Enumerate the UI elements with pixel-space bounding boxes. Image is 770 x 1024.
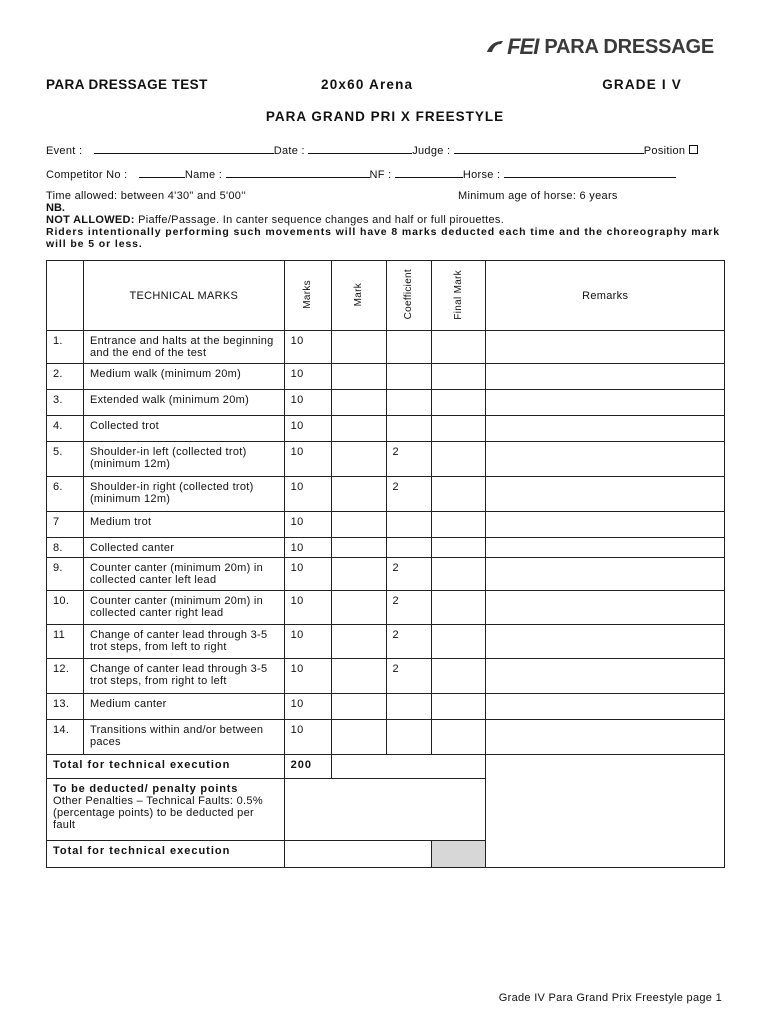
coefficient <box>386 512 432 538</box>
final-mark-entry[interactable] <box>432 625 486 659</box>
coefficient <box>386 720 432 755</box>
max-marks: 10 <box>284 512 331 538</box>
name-field[interactable] <box>226 166 370 178</box>
mark-entry[interactable] <box>331 442 386 477</box>
movement-description: Entrance and halts at the beginning and the end of the test <box>83 331 284 364</box>
max-marks: 10 <box>284 625 331 659</box>
header-final-mark-cell <box>432 261 486 331</box>
mark-entry[interactable] <box>331 477 386 512</box>
table-row <box>47 659 725 694</box>
table-row <box>47 694 725 720</box>
mark-entry[interactable] <box>331 591 386 625</box>
header-row <box>46 77 682 92</box>
remarks-entry[interactable] <box>486 558 725 591</box>
coefficient: 2 <box>386 442 432 477</box>
fei-para-dressage-logo <box>485 34 714 60</box>
max-marks: 10 <box>284 694 331 720</box>
remarks-entry[interactable] <box>486 477 725 512</box>
movement-number: 12. <box>47 659 84 694</box>
max-marks: 10 <box>284 477 331 512</box>
header-left: PARA DRESSAGE TEST <box>46 77 208 92</box>
max-marks: 10 <box>284 442 331 477</box>
header-coefficient: Coefficient <box>403 269 414 320</box>
coefficient: 2 <box>386 477 432 512</box>
final-mark-entry[interactable] <box>432 331 486 364</box>
table-row <box>47 720 725 755</box>
name-label: Name : <box>184 169 223 181</box>
not-allowed-label: NOT ALLOWED: <box>46 214 135 226</box>
mark-entry[interactable] <box>331 416 386 442</box>
movement-description: Medium canter <box>83 694 284 720</box>
final-shaded-cell <box>432 841 486 868</box>
movement-number: 8. <box>47 538 84 558</box>
remarks-entry[interactable] <box>486 659 725 694</box>
max-marks: 10 <box>284 720 331 755</box>
total-label-2: Total for technical execution <box>47 841 285 868</box>
total-row <box>47 755 725 779</box>
movement-description: Counter canter (minimum 20m) in collected canter right lead <box>83 591 284 625</box>
remarks-total-cell[interactable] <box>486 755 725 868</box>
coefficient <box>386 416 432 442</box>
header-right: GRADE I V <box>602 77 682 92</box>
logo-brand: FEI <box>507 34 539 59</box>
final-mark-entry[interactable] <box>432 416 486 442</box>
header-technical-marks: TECHNICAL MARKS <box>83 261 284 331</box>
table-row <box>47 558 725 591</box>
coefficient: 2 <box>386 558 432 591</box>
table-row <box>47 591 725 625</box>
test-title: PARA GRAND PRI X FREESTYLE <box>265 109 505 124</box>
table-row <box>47 331 725 364</box>
table-row <box>47 477 725 512</box>
movement-description: Medium trot <box>83 512 284 538</box>
final-mark-entry[interactable] <box>432 538 486 558</box>
coefficient: 2 <box>386 625 432 659</box>
remarks-entry[interactable] <box>486 416 725 442</box>
movement-description: Extended walk (minimum 20m) <box>83 390 284 416</box>
movement-description: Counter canter (minimum 20m) in collected canter left lead <box>83 558 284 591</box>
competitor-no-label: Competitor No : <box>46 169 128 181</box>
movement-description: Change of canter lead through 3-5 trot steps, from left to right <box>83 625 284 659</box>
table-row <box>47 364 725 390</box>
nf-field[interactable] <box>395 166 463 178</box>
min-age: Minimum age of horse: 6 years <box>458 190 618 202</box>
movement-number: 5. <box>47 442 84 477</box>
logo-text: PARA DRESSAGE <box>544 35 714 58</box>
mark-entry[interactable] <box>331 364 386 390</box>
remarks-entry[interactable] <box>486 591 725 625</box>
max-marks: 10 <box>284 659 331 694</box>
table-row <box>47 538 725 558</box>
coefficient: 2 <box>386 591 432 625</box>
deduct-text: Other Penalties – Technical Faults: 0.5% (percentage points) to be deducted per fault <box>53 795 263 831</box>
final-mark-entry[interactable] <box>432 591 486 625</box>
coefficient <box>386 538 432 558</box>
final-mark-entry[interactable] <box>432 558 486 591</box>
movement-description: Change of canter lead through 3-5 trot steps, from right to left <box>83 659 284 694</box>
event-date-judge-line <box>46 142 698 157</box>
coefficient <box>386 364 432 390</box>
table-row <box>47 416 725 442</box>
mark-entry[interactable] <box>331 331 386 364</box>
max-marks: 10 <box>284 538 331 558</box>
movement-number: 14. <box>47 720 84 755</box>
movement-number: 11 <box>47 625 84 659</box>
max-marks: 10 <box>284 591 331 625</box>
header-mark-cell <box>331 261 386 331</box>
remarks-entry[interactable] <box>486 720 725 755</box>
remarks-entry[interactable] <box>486 512 725 538</box>
horse-field[interactable] <box>504 166 676 178</box>
final-mark-entry[interactable] <box>432 477 486 512</box>
deduct-entry[interactable] <box>284 779 486 841</box>
table-header-row <box>47 261 725 331</box>
total-label: Total for technical execution <box>47 755 285 779</box>
position-label: Position <box>643 145 686 157</box>
remarks-entry[interactable] <box>486 390 725 416</box>
max-marks: 10 <box>284 331 331 364</box>
final-mark-entry[interactable] <box>432 364 486 390</box>
final-mark-entry[interactable] <box>432 720 486 755</box>
competitor-line <box>46 166 676 181</box>
header-num-cell <box>47 261 84 331</box>
deduct-cell <box>47 779 285 841</box>
header-marks: Marks <box>301 280 313 309</box>
nf-label: NF : <box>369 169 392 181</box>
remarks-entry[interactable] <box>486 364 725 390</box>
final-mark-entry[interactable] <box>432 390 486 416</box>
movement-number: 4. <box>47 416 84 442</box>
movement-description: Collected canter <box>83 538 284 558</box>
horse-emblem-icon <box>485 38 505 56</box>
marks-table <box>46 260 725 868</box>
table-row <box>47 390 725 416</box>
mark-entry[interactable] <box>331 625 386 659</box>
remarks-entry[interactable] <box>486 694 725 720</box>
mark-entry[interactable] <box>331 694 386 720</box>
final-mark-entry[interactable] <box>432 659 486 694</box>
max-marks: 10 <box>284 416 331 442</box>
total-2-blank <box>284 841 432 868</box>
mark-entry[interactable] <box>331 720 386 755</box>
max-marks: 10 <box>284 558 331 591</box>
movement-number: 3. <box>47 390 84 416</box>
header-marks-cell <box>284 261 331 331</box>
movement-description: Shoulder-in left (collected trot) (minimum 12m) <box>83 442 284 477</box>
table-row <box>47 442 725 477</box>
judge-label: Judge : <box>412 145 451 157</box>
date-label: Date : <box>273 145 305 157</box>
mark-entry[interactable] <box>331 512 386 538</box>
total-blank <box>331 755 486 779</box>
header-mark: Mark <box>352 282 364 307</box>
deduct-title: To be deducted/ penalty points <box>53 783 239 795</box>
mark-entry[interactable] <box>331 558 386 591</box>
date-field[interactable] <box>308 142 412 154</box>
movement-number: 9. <box>47 558 84 591</box>
riders-note: Riders intentionally performing such movements will have 8 marks deducted each time and the choreography mark will be 5 or less. <box>46 226 721 250</box>
not-allowed-line <box>46 214 504 226</box>
header-final-mark: Final Mark <box>452 269 464 320</box>
coefficient <box>386 390 432 416</box>
mark-entry[interactable] <box>331 659 386 694</box>
time-allowed: Time allowed: between 4'30" and 5'00'' <box>46 190 247 202</box>
position-checkbox[interactable] <box>689 145 698 154</box>
time-row <box>46 190 726 202</box>
movement-description: Medium walk (minimum 20m) <box>83 364 284 390</box>
mark-entry[interactable] <box>331 390 386 416</box>
movement-number: 7 <box>47 512 84 538</box>
movement-number: 6. <box>47 477 84 512</box>
movement-description: Shoulder-in right (collected trot) (minimum 12m) <box>83 477 284 512</box>
remarks-entry[interactable] <box>486 331 725 364</box>
judge-field[interactable] <box>454 142 644 154</box>
remarks-entry[interactable] <box>486 442 725 477</box>
nb-label: NB. <box>46 202 65 214</box>
movement-description: Collected trot <box>83 416 284 442</box>
remarks-entry[interactable] <box>486 538 725 558</box>
table-row <box>47 512 725 538</box>
coefficient: 2 <box>386 659 432 694</box>
total-value: 200 <box>284 755 331 779</box>
movement-number: 1. <box>47 331 84 364</box>
movement-number: 10. <box>47 591 84 625</box>
event-field[interactable] <box>94 142 274 154</box>
not-allowed-text: Piaffe/Passage. In canter sequence changes and half or full pirouettes. <box>138 214 505 226</box>
mark-entry[interactable] <box>331 538 386 558</box>
movement-number: 2. <box>47 364 84 390</box>
header-center: 20x60 Arena <box>321 77 414 92</box>
remarks-entry[interactable] <box>486 625 725 659</box>
page-footer: Grade IV Para Grand Prix Freestyle page 1 <box>498 992 722 1004</box>
final-mark-entry[interactable] <box>432 694 486 720</box>
table-row <box>47 625 725 659</box>
competitor-no-field[interactable] <box>139 166 185 178</box>
max-marks: 10 <box>284 364 331 390</box>
movement-number: 13. <box>47 694 84 720</box>
movement-description: Transitions within and/or between paces <box>83 720 284 755</box>
header-remarks: Remarks <box>486 261 725 331</box>
max-marks: 10 <box>284 390 331 416</box>
final-mark-entry[interactable] <box>432 512 486 538</box>
header-coefficient-cell <box>386 261 432 331</box>
coefficient <box>386 331 432 364</box>
coefficient <box>386 694 432 720</box>
event-label: Event : <box>46 145 83 157</box>
horse-label: Horse : <box>462 169 501 181</box>
final-mark-entry[interactable] <box>432 442 486 477</box>
